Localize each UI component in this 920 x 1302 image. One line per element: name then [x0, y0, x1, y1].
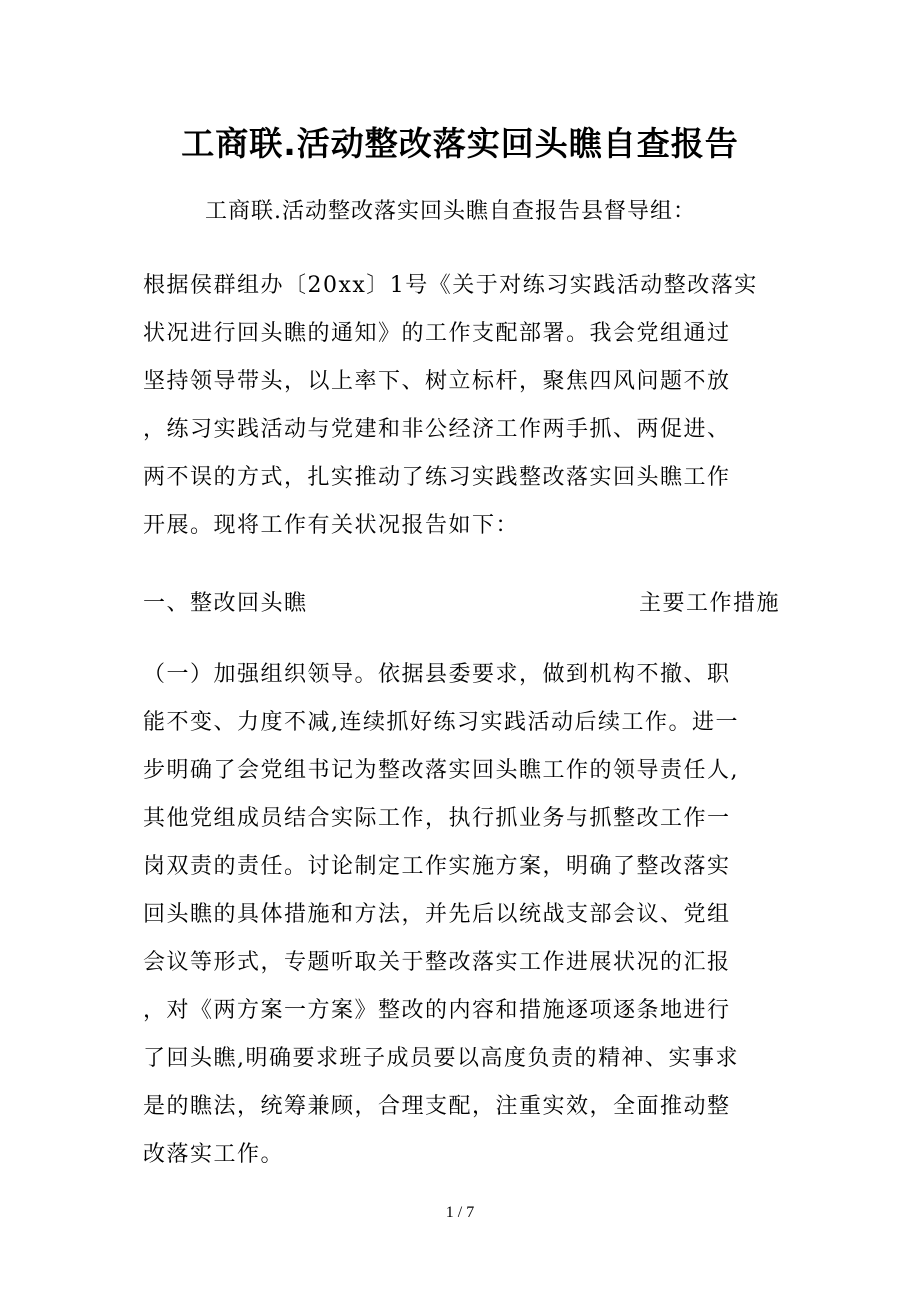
document-title: 工商联.活动整改落实回头瞧自查报告 — [181, 124, 739, 163]
paragraph-line: 会议等形式，专题听取关于整改落实工作进展状况的汇报 — [143, 950, 731, 975]
paragraph-line: 两不误的方式，扎实推动了练习实践整改落实回头瞧工作 — [143, 465, 731, 490]
paragraph-line: 步明确了会党组书记为整改落实回头瞧工作的领导责任人, — [143, 758, 739, 783]
paragraph-line: 状况进行回头瞧的通知》的工作支配部署。我会党组通过 — [143, 321, 731, 346]
paragraph-line: 岗双责的责任。讨论制定工作实施方案，明确了整改落实 — [143, 854, 731, 879]
section-heading-left: 一、整改回头瞧 — [143, 591, 308, 616]
paragraph-line: 开展。现将工作有关状况报告如下： — [143, 513, 520, 538]
paragraph-line: ，练习实践活动与党建和非公经济工作两手抓、两促进、 — [143, 417, 731, 442]
paragraph-line: 其他党组成员结合实际工作，执行抓业务与抓整改工作一 — [143, 806, 731, 831]
paragraph-line: 根据侯群组办〔20xx〕1号《关于对练习实践活动整改落实 — [143, 273, 758, 298]
paragraph-intro — [143, 262, 783, 550]
page-number: 1 / 7 — [445, 1204, 475, 1221]
paragraph-line: 回头瞧的具体措施和方法，并先后以统战支部会议、党组 — [143, 902, 731, 927]
paragraph-line: 坚持领导带头，以上率下、树立标杆，聚焦四风问题不放 — [143, 369, 731, 394]
section-heading — [143, 580, 780, 628]
paragraph-line: 改落实工作。 — [143, 1142, 285, 1167]
paragraph-line: 能不变、力度不减,连续抓好练习实践活动后续工作。进一 — [143, 710, 739, 735]
paragraph-line: 是的瞧法，统筹兼顾，合理支配，注重实效，全面推动整 — [143, 1094, 731, 1119]
document-subtitle: 工商联.活动整改落实回头瞧自查报告县督导组： — [205, 199, 696, 224]
paragraph-organization — [143, 651, 783, 1179]
paragraph-line: （一）加强组织领导。依据县委要求，做到机构不撤、职 — [143, 662, 731, 687]
section-heading-right: 主要工作措施 — [638, 591, 780, 616]
paragraph-line: ，对《两方案一方案》整改的内容和措施逐项逐条地进行 — [143, 998, 731, 1023]
paragraph-line: 了回头瞧,明确要求班子成员要以高度负责的精神、实事求 — [143, 1046, 739, 1071]
